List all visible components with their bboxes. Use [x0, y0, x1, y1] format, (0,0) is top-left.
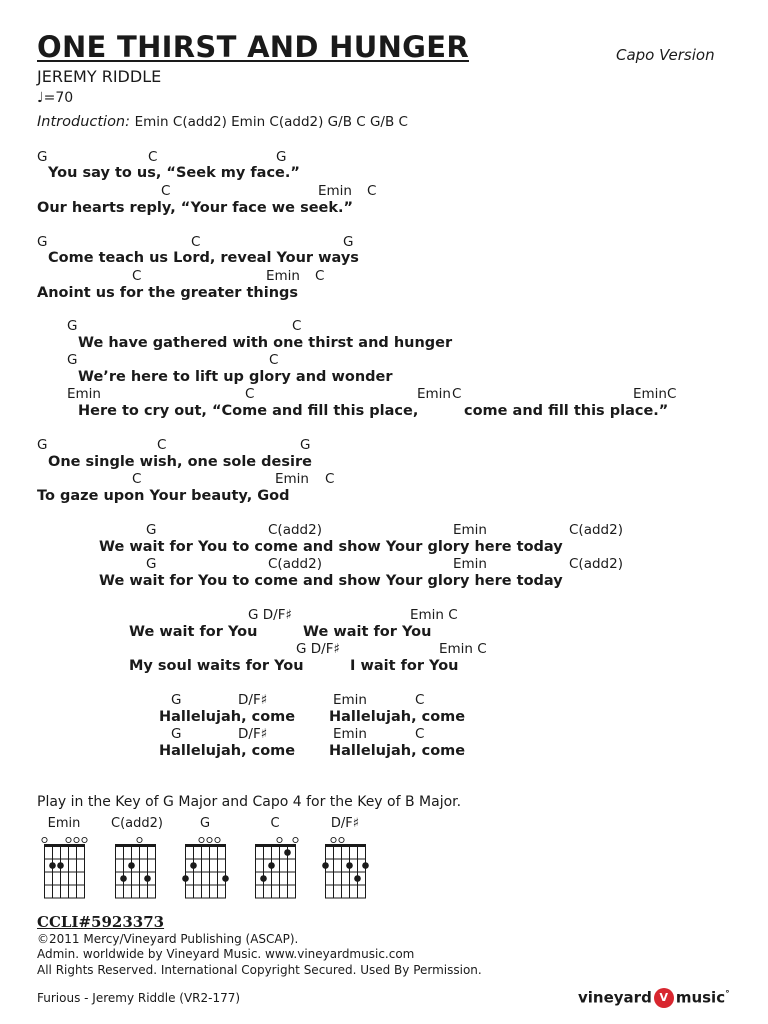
open-string-marker	[331, 837, 336, 842]
chord-symbol: Emin C	[410, 607, 458, 623]
finger-dot	[222, 875, 229, 882]
chord-symbol: G	[67, 352, 78, 368]
open-string-marker	[215, 837, 220, 842]
tempo-value: =70	[43, 90, 74, 106]
fretboard-grid	[40, 836, 96, 906]
open-string-marker	[277, 837, 282, 842]
open-string-marker	[66, 837, 71, 842]
introduction	[37, 114, 408, 130]
chord-symbol: G	[37, 149, 48, 165]
open-string-marker	[74, 837, 79, 842]
finger-dot	[284, 849, 291, 856]
fretboard-grid	[181, 836, 237, 906]
chord-symbol: Emin	[633, 386, 667, 402]
lyric-line: To gaze upon Your beauty, God	[37, 488, 290, 504]
chord-symbol: C	[157, 437, 167, 453]
finger-dot	[362, 862, 369, 869]
lyric-line: We wait for You	[303, 624, 432, 640]
lyric-line: We wait for You to come and show Your glory here today	[99, 539, 563, 555]
finger-dot	[268, 862, 275, 869]
chord-diagram-name: C(add2)	[111, 816, 163, 831]
nut	[325, 844, 366, 847]
chord-diagram	[181, 816, 241, 906]
chord-symbol: Emin	[67, 386, 101, 402]
chord-symbol: G	[37, 437, 48, 453]
fretboard-grid	[321, 836, 377, 906]
chord-symbol: G	[146, 556, 157, 572]
chord-symbol: C	[315, 268, 325, 284]
nut	[185, 844, 226, 847]
chord-symbol: C	[292, 318, 302, 334]
lyric-line: Hallelujah, come	[329, 709, 466, 725]
chord-symbol: C	[325, 471, 335, 487]
open-string-marker	[137, 837, 142, 842]
finger-dot	[49, 862, 56, 869]
lyric-line: Come teach us Lord, reveal Your ways	[48, 250, 359, 266]
chord-symbol: C(add2)	[569, 522, 623, 538]
intro-label: Introduction:	[37, 114, 131, 130]
chord-symbol: Emin	[453, 522, 487, 538]
chord-symbol: D/F♯	[238, 726, 268, 742]
nut	[255, 844, 296, 847]
chord-symbol: G	[171, 726, 182, 742]
chord-diagram-name: D/F♯	[330, 816, 360, 831]
chord-symbol: C	[415, 692, 425, 708]
lyric-line: We wait for You	[129, 624, 258, 640]
finger-dot	[260, 875, 267, 882]
chord-symbol: Emin	[333, 726, 367, 742]
chord-symbol: D/F♯	[238, 692, 268, 708]
chord-diagram-name: C	[270, 816, 280, 831]
chord-symbol: C	[367, 183, 377, 199]
copyright-line: ©2011 Mercy/Vineyard Publishing (ASCAP).	[37, 932, 299, 946]
chord-symbol: Emin	[266, 268, 300, 284]
chord-symbol: G	[343, 234, 354, 250]
chord-symbol: G	[276, 149, 287, 165]
nut	[44, 844, 85, 847]
vineyard-v-icon: V	[654, 988, 674, 1008]
chord-symbol: Emin C	[439, 641, 487, 657]
chord-symbol: Emin	[453, 556, 487, 572]
open-string-marker	[293, 837, 298, 842]
chord-symbol: C	[269, 352, 279, 368]
lyric-line: We wait for You to come and show Your glory here today	[99, 573, 563, 589]
open-string-marker	[207, 837, 212, 842]
intro-chords: Emin C(add2) Emin C(add2) G/B C G/B C	[134, 114, 408, 130]
nut	[115, 844, 156, 847]
lyric-line: Hallelujah, come	[329, 743, 466, 759]
chord-diagram	[40, 816, 100, 906]
chord-diagram	[111, 816, 171, 906]
chord-symbol: Emin	[318, 183, 352, 199]
lyric-line: Hallelujah, come	[159, 743, 296, 759]
chord-symbol: G D/F♯	[296, 641, 340, 657]
chord-symbol: C	[148, 149, 158, 165]
lyric-line: We have gathered with one thirst and hunger	[78, 335, 453, 351]
capo-instruction: Play in the Key of G Major and Capo 4 for the Key of B Major.	[37, 794, 462, 810]
chord-symbol: C	[667, 386, 677, 402]
chord-diagram-name: Emin	[47, 816, 81, 831]
brand-mark: °	[725, 989, 730, 1000]
chord-symbol: Emin	[333, 692, 367, 708]
lyric-line: Hallelujah, come	[159, 709, 296, 725]
lyric-line: Our hearts reply, “Your face we seek.”	[37, 200, 354, 216]
chord-symbol: G D/F♯	[248, 607, 292, 623]
lyric-line: One single wish, one sole desire	[48, 454, 312, 470]
admin-line: Admin. worldwide by Vineyard Music. www.vineyardmusic.com	[37, 947, 415, 961]
ccli-number: CCLI#5923373	[37, 913, 165, 931]
chord-symbol: C	[191, 234, 201, 250]
tempo	[37, 90, 73, 106]
chord-symbol: C	[132, 471, 142, 487]
capo-label: Capo Version	[616, 46, 715, 64]
chord-diagram	[321, 816, 381, 906]
lyric-line: My soul waits for You	[129, 658, 304, 674]
album-reference: Furious - Jeremy Riddle (VR2-177)	[37, 991, 241, 1005]
chord-symbol: C	[132, 268, 142, 284]
lyric-line: Anoint us for the greater things	[37, 285, 299, 301]
chord-diagram-name: G	[199, 816, 211, 831]
open-string-marker	[339, 837, 344, 842]
chord-symbol: C	[415, 726, 425, 742]
chord-symbol: C(add2)	[268, 556, 322, 572]
chord-symbol: G	[37, 234, 48, 250]
chord-symbol: G	[171, 692, 182, 708]
chord-symbol: C(add2)	[268, 522, 322, 538]
chord-symbol: C	[161, 183, 171, 199]
open-string-marker	[199, 837, 204, 842]
song-title: ONE THIRST AND HUNGER	[37, 30, 469, 64]
chord-symbol: G	[300, 437, 311, 453]
finger-dot	[346, 862, 353, 869]
chord-symbol: Emin	[275, 471, 309, 487]
chord-symbol: G	[67, 318, 78, 334]
finger-dot	[182, 875, 189, 882]
finger-dot	[57, 862, 64, 869]
chord-symbol: C(add2)	[569, 556, 623, 572]
lyric-line: You say to us, “Seek my face.”	[48, 165, 300, 181]
finger-dot	[354, 875, 361, 882]
lyric-line: come and fill this place.”	[464, 403, 669, 419]
fretboard-grid	[111, 836, 167, 906]
finger-dot	[322, 862, 329, 869]
lyric-line: I wait for You	[350, 658, 459, 674]
chord-symbol: Emin	[417, 386, 451, 402]
chord-symbol: C	[245, 386, 255, 402]
artist-name: JEREMY RIDDLE	[37, 67, 162, 86]
finger-dot	[120, 875, 127, 882]
chord-symbol: G	[146, 522, 157, 538]
brand-right: music	[675, 988, 726, 1007]
open-string-marker	[82, 837, 87, 842]
rights-line: All Rights Reserved. International Copyright Secured. Used By Permission.	[37, 963, 482, 977]
lyric-line: We’re here to lift up glory and wonder	[78, 369, 393, 385]
finger-dot	[128, 862, 135, 869]
open-string-marker	[42, 837, 47, 842]
fretboard-grid	[251, 836, 307, 906]
lyric-line: Here to cry out, “Come and fill this place,	[78, 403, 419, 419]
vineyard-music-logo	[578, 988, 730, 1008]
chord-diagram	[251, 816, 311, 906]
brand-left: vineyard	[578, 988, 652, 1007]
finger-dot	[144, 875, 151, 882]
quarter-note-icon: ♩	[37, 90, 44, 106]
finger-dot	[190, 862, 197, 869]
chord-symbol: C	[452, 386, 462, 402]
